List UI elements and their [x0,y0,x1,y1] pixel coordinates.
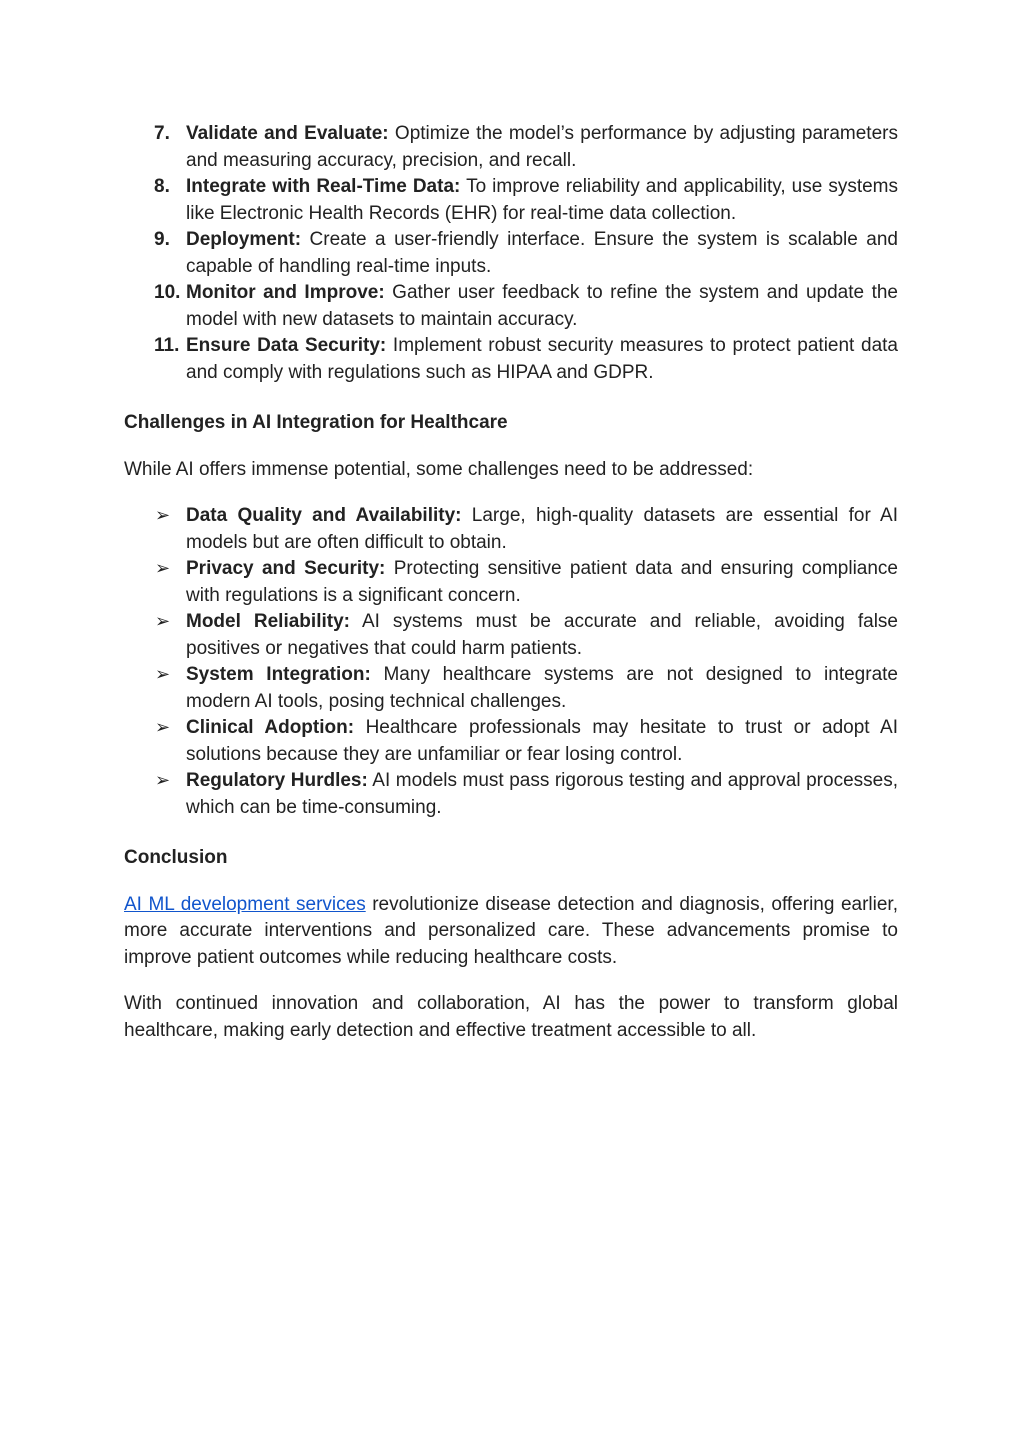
arrow-bullet-icon: ➢ [155,717,171,738]
step-text: To improve reliability and applicability, use systems like Electronic Health Records (EHR) for real-time data collection. [186,176,898,224]
list-number: 10. [154,282,181,303]
list-item [124,556,898,609]
challenges-heading: Challenges in AI Integration for Healthcare [124,412,508,433]
list-item [124,333,898,386]
challenge-title: Regulatory Hurdles: [186,770,368,791]
challenge-title: Privacy and Security: [186,558,386,579]
arrow-bullet-icon: ➢ [155,558,171,579]
list-item [124,715,898,768]
step-title: Integrate with Real-Time Data: [186,176,461,197]
ai-ml-services-link[interactable]: AI ML development services [124,893,366,915]
challenge-text: Many healthcare systems are not designed to integrate modern AI tools, posing technical challenges. [186,664,898,712]
step-text: Create a user-friendly interface. Ensure the system is scalable and capable of handling real-time inputs. [186,229,898,277]
step-text: Optimize the model’s performance by adjusting parameters and measuring accuracy, precision, and recall. [186,123,898,171]
list-item [124,227,898,280]
challenges-intro: While AI offers immense potential, some challenges need to be addressed: [124,458,754,480]
challenge-text: AI models must pass rigorous testing and approval processes, which can be time-consuming. [186,770,898,818]
conclusion-text: revolutionize disease detection and diagnosis, offering earlier, more accurate interventions and personalized care. These advancements promise to improve patient outcomes while reducing healthcare costs. [124,893,898,968]
step-title: Monitor and Improve: [186,282,385,303]
challenge-text: AI systems must be accurate and reliable, avoiding false positives or negatives that could harm patients. [186,611,898,659]
challenge-title: Data Quality and Availability: [186,505,462,526]
list-number: 8. [154,176,170,197]
list-item [124,768,898,821]
arrow-bullet-icon: ➢ [155,664,171,685]
step-text: Implement robust security measures to protect patient data and comply with regulations such as HIPAA and GDPR. [186,335,898,383]
list-item [124,662,898,715]
challenge-title: Model Reliability: [186,611,350,632]
challenge-text: Large, high-quality datasets are essential for AI models but are often difficult to obtain. [186,505,898,553]
list-number: 7. [154,123,170,144]
list-item [124,280,898,333]
arrow-bullet-icon: ➢ [155,505,171,526]
arrow-bullet-icon: ➢ [155,770,171,791]
step-text: Gather user feedback to refine the system and update the model with new datasets to maintain accuracy. [186,282,898,330]
challenge-text: Protecting sensitive patient data and ensuring compliance with regulations is a significant concern. [186,558,898,606]
list-item [124,503,898,556]
closing-paragraph: With continued innovation and collaboration, AI has the power to transform global healthcare, making early detection and effective treatment accessible to all. [124,993,898,1041]
conclusion-paragraph [124,892,898,972]
list-item [124,121,898,174]
step-title: Validate and Evaluate: [186,123,389,144]
conclusion-heading: Conclusion [124,847,228,868]
list-item [124,609,898,662]
document-page [124,121,898,1044]
list-item [124,174,898,227]
challenge-title: Clinical Adoption: [186,717,355,738]
challenge-title: System Integration: [186,664,371,685]
step-title: Deployment: [186,229,302,250]
list-number: 9. [154,229,170,250]
arrow-bullet-icon: ➢ [155,611,171,632]
challenge-text: Healthcare professionals may hesitate to trust or adopt AI solutions because they are unfamiliar or fear losing control. [186,717,898,765]
implementation-steps-list [124,121,898,386]
challenges-list [124,503,898,821]
step-title: Ensure Data Security: [186,335,387,356]
list-number: 11. [154,335,180,356]
